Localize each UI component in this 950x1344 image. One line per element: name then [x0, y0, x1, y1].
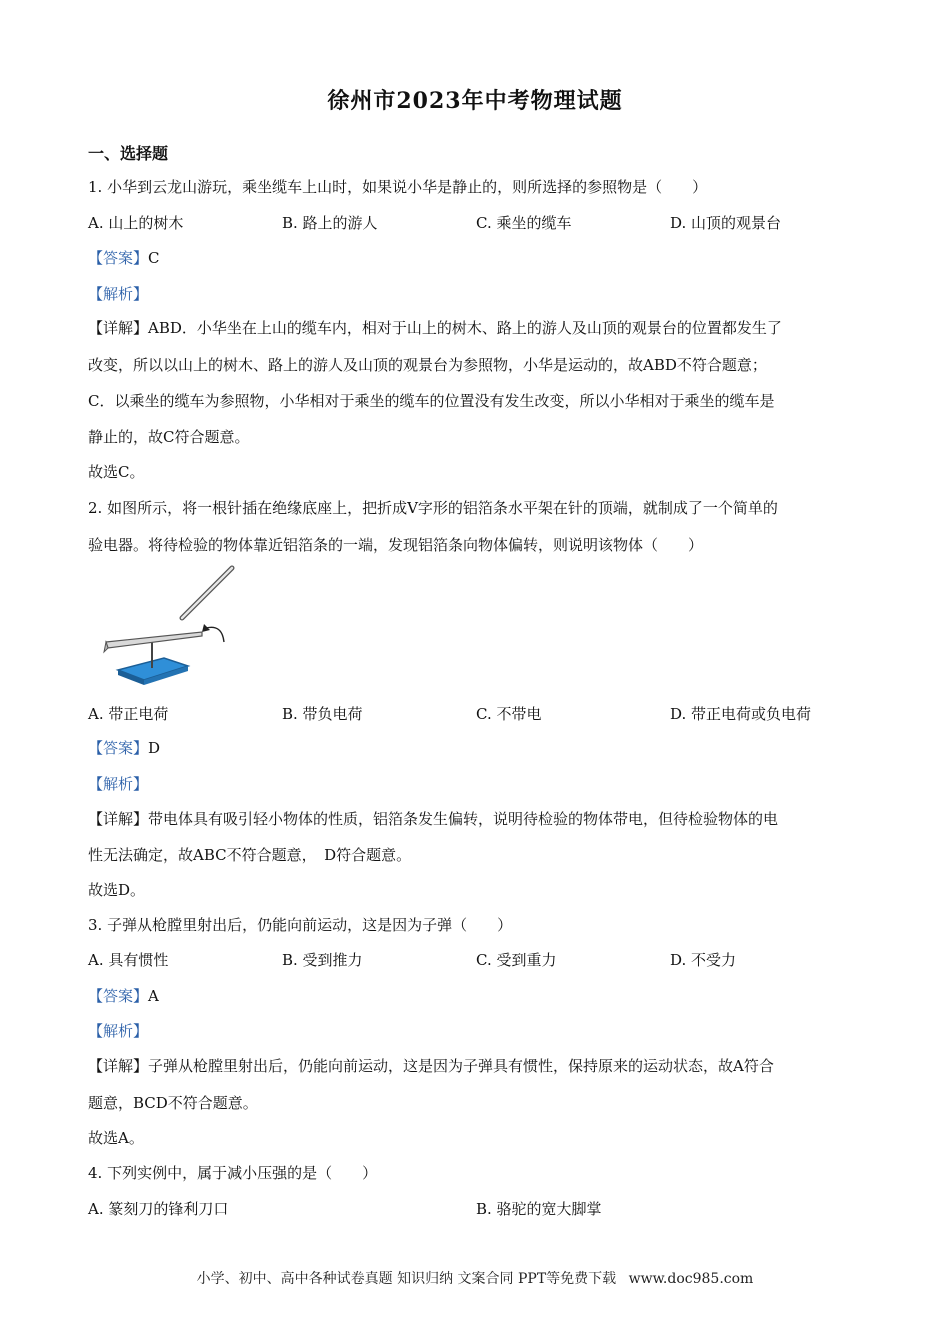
q2-answer — [88, 738, 868, 758]
q1-analysis-tag: 【解析】 — [88, 285, 149, 303]
detail-tag: 【详解】 — [88, 810, 149, 828]
q3-option-d: D. 不受力 — [670, 951, 737, 969]
footer-link[interactable]: www.doc985.com — [628, 1271, 754, 1287]
answer-tag: 【答案】 — [88, 249, 149, 267]
q2-option-d: D. 带正电荷或负电荷 — [670, 705, 812, 723]
answer-tag: 【答案】 — [88, 987, 149, 1005]
q1-detail-line-4: 静止的，故C符合题意。 — [88, 428, 250, 446]
q1-option-a: A. 山上的树木 — [88, 214, 184, 232]
q2-option-b: B. 带负电荷 — [282, 705, 363, 723]
q3-conclusion: 故选A。 — [88, 1129, 144, 1147]
q3-analysis-tag: 【解析】 — [88, 1022, 149, 1040]
section-heading: 一、选择题 — [88, 144, 169, 163]
detail-text: 子弹从枪膛里射出后，仍能向前运动，这是因为子弹具有惯性，保持原来的运动状态，故A符合 — [148, 1057, 774, 1075]
q4-option-b: B. 骆驼的宽大脚掌 — [476, 1200, 602, 1218]
page-footer — [0, 1268, 950, 1288]
q2-option-a: A. 带正电荷 — [88, 705, 169, 723]
detail-text: ABD．小华坐在上山的缆车内，相对于山上的树木、路上的游人及山顶的观景台的位置都发生了 — [148, 319, 782, 337]
q3-option-c: C. 受到重力 — [476, 951, 557, 969]
q1-stem: 1. 小华到云龙山游玩，乘坐缆车上山时，如果说小华是静止的，则所选择的参照物是（ ） — [88, 178, 708, 196]
q1-conclusion: 故选C。 — [88, 463, 145, 481]
q2-stem-line-1: 2. 如图所示，将一根针插在绝缘底座上，把折成V字形的铝箔条水平架在针的顶端，就制成了一个简单的 — [88, 499, 778, 517]
answer-tag: 【答案】 — [88, 739, 149, 757]
q2-detail-line-2: 性无法确定，故ABC不符合题意， D符合题意。 — [88, 846, 412, 864]
q1-detail-line-3: C．以乘坐的缆车为参照物，小华相对于乘坐的缆车的位置没有发生改变，所以小华相对于乘坐的缆车是 — [88, 392, 775, 410]
q1-detail-line-1 — [88, 318, 868, 338]
q2-stem-line-2: 验电器。将待检验的物体靠近铝箔条的一端，发现铝箔条向物体偏转，则说明该物体（ ） — [88, 536, 704, 554]
answer-value: D — [148, 739, 161, 757]
q3-stem: 3. 子弹从枪膛里射出后，仍能向前运动，这是因为子弹（ ） — [88, 916, 513, 934]
answer-value: C — [148, 249, 160, 267]
q3-detail-line-2: 题意，BCD不符合题意。 — [88, 1094, 258, 1112]
electroscope-figure — [100, 562, 240, 690]
charged-rod-highlight — [182, 568, 232, 618]
q3-detail-line-1 — [88, 1056, 868, 1076]
detail-text: 带电体具有吸引轻小物体的性质，铝箔条发生偏转，说明待检验的物体带电，但待检验物体的电 — [148, 810, 779, 828]
q1-option-b: B. 路上的游人 — [282, 214, 378, 232]
q3-answer — [88, 986, 868, 1006]
foil-strip — [106, 632, 202, 648]
q4-option-a: A. 篆刻刀的锋利刀口 — [88, 1200, 229, 1218]
detail-tag: 【详解】 — [88, 1057, 149, 1075]
q2-analysis-tag: 【解析】 — [88, 775, 149, 793]
q4-stem: 4. 下列实例中，属于减小压强的是（ ） — [88, 1164, 378, 1182]
q1-option-d: D. 山顶的观景台 — [670, 214, 782, 232]
q1-answer — [88, 248, 868, 268]
q3-option-b: B. 受到推力 — [282, 951, 363, 969]
q1-option-c: C. 乘坐的缆车 — [476, 214, 572, 232]
q2-detail-line-1 — [88, 809, 868, 829]
footer-text: 小学、初中、高中各种试卷真题 知识归纳 文案合同 PPT等免费下载 — [196, 1271, 617, 1287]
q2-option-c: C. 不带电 — [476, 705, 542, 723]
answer-value: A — [148, 987, 159, 1005]
q3-option-a: A. 具有惯性 — [88, 951, 169, 969]
q1-detail-line-2: 改变，所以以山上的树木、路上的游人及山顶的观景台为参照物，小华是运动的，故ABD不符合题意； — [88, 356, 767, 374]
detail-tag: 【详解】 — [88, 319, 149, 337]
page-title: 徐州市2023年中考物理试题 — [327, 88, 623, 114]
q2-conclusion: 故选D。 — [88, 881, 146, 899]
